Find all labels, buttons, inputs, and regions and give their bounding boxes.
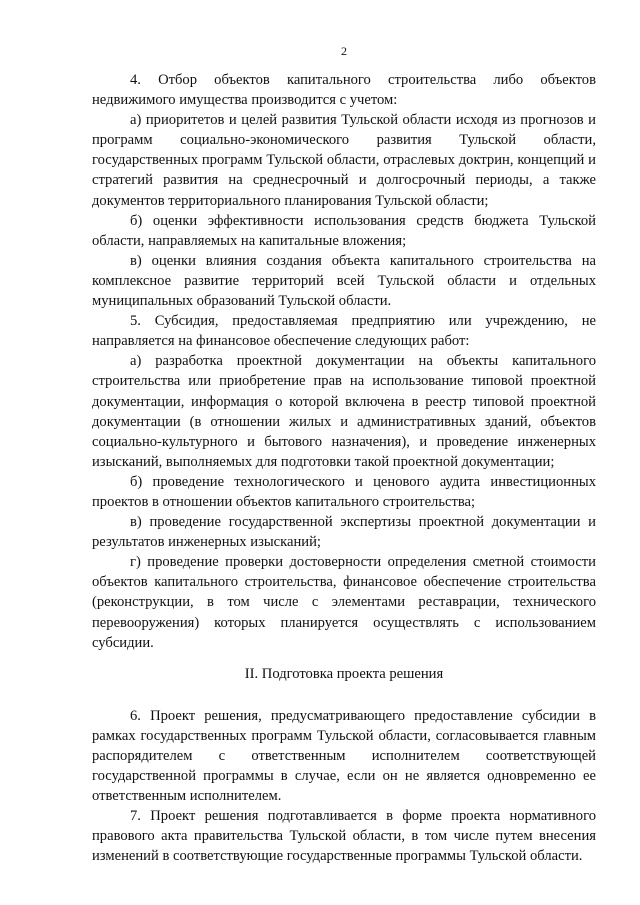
paragraph-5g: г) проведение проверки достоверности определения сметной стоимости объектов капитального строительства, финансовое обеспечение строительства (реконструкции, в том числе с элементами реставрации, технического перевооружения) которых планируется осуществлять с использованием субсидии. — [92, 554, 596, 651]
paragraph-5: 5. Субсидия, предоставляемая предприятию или учреждению, не направляется на финансовое обеспечение следующих работ: — [92, 313, 596, 350]
paragraph-4: 4. Отбор объектов капитального строительства либо объектов недвижимого имущества производится с учетом: — [92, 72, 596, 109]
paragraph-4v: в) оценки влияния создания объекта капитального строительства на комплексное развитие территорий всей Тульской области и отдельных муниципальных образований Тульской области. — [92, 252, 596, 310]
paragraph-5b: б) проведение технологического и ценового аудита инвестиционных проектов в отношении объектов капитального строительства; — [92, 473, 596, 510]
paragraph-6: 6. Проект решения, предусматривающего предоставление субсидии в рамках государственных программ Тульской области, согласовывается главным распорядителем с ответственным исполнителем соответствующей государственной программы в случае, если он не является одновременно ее ответственным исполнителем. — [92, 707, 596, 805]
paragraph-7: 7. Проект решения подготавливается в форме проекта нормативного правового акта правительства Тульской области, в том числе путем внесения изменений в соответствующие государственные программы Тульской области. — [92, 808, 596, 865]
page-number: 2 — [341, 44, 347, 58]
document-body — [92, 70, 596, 867]
paragraph-5a: а) разработка проектной документации на объекты капитального строительства или приобретение прав на использование типовой проектной документации, информация о которой включена в реестр типовой проектной документации (в отношении жилых и административных зданий, объектов социально-культурного и бытового назначения), и проведение инженерных изысканий, выполняемых для подготовки такой проектной документации; — [92, 353, 596, 470]
section-heading: II. Подготовка проекта решения — [244, 665, 444, 682]
paragraph-5v: в) проведение государственной экспертизы проектной документации и результатов инженерных изысканий; — [92, 514, 596, 551]
paragraph-4b: б) оценки эффективности использования средств бюджета Тульской области, направляемых на капитальные вложения; — [92, 212, 596, 249]
paragraph-4a: а) приоритетов и целей развития Тульской области исходя из прогнозов и программ социально-экономического развития Тульской области, государственных программ Тульской области, отраслевых доктрин, концепций и стратегий развития на среднесрочный и долгосрочный периоды, а также документов территориального планирования Тульской области; — [92, 112, 596, 209]
